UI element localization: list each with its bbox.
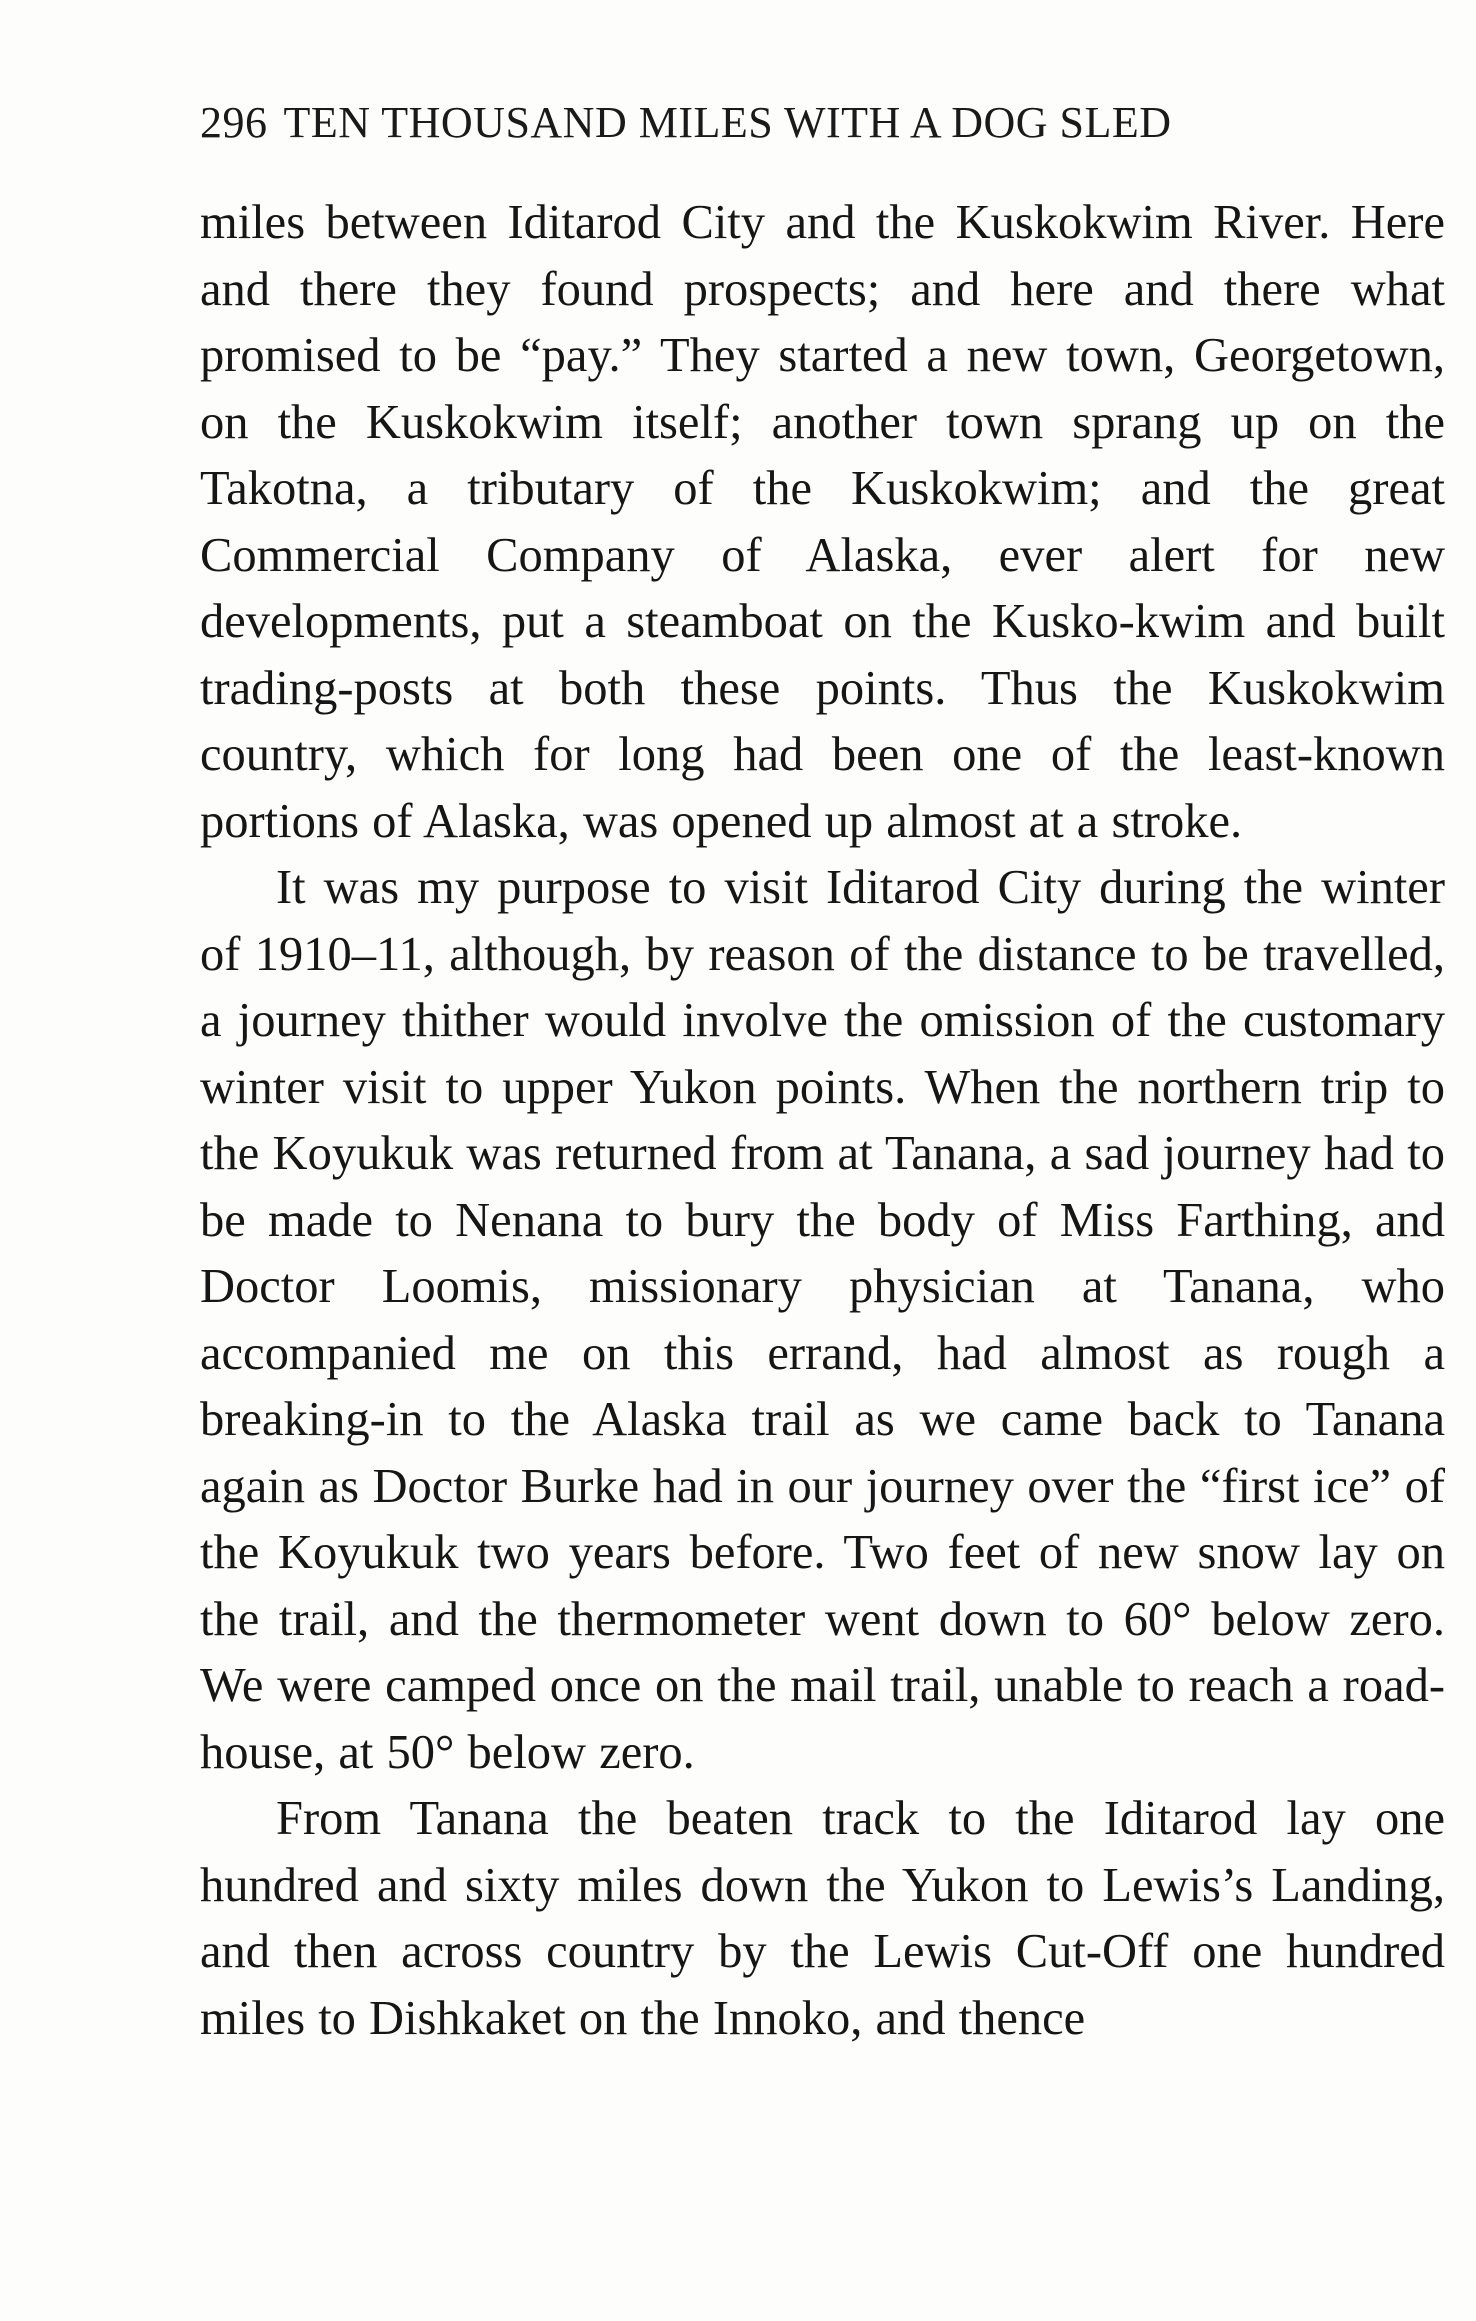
running-title: TEN THOUSAND MILES WITH A DOG SLED bbox=[283, 98, 1172, 147]
page-number: 296 bbox=[200, 98, 268, 147]
body-text bbox=[200, 190, 1445, 2052]
paragraph-3: From Tanana the beaten track to the Iditarod lay one hundred and sixty miles down the Yukon to Lewis’s Landing, and then across country by the Lewis Cut-Off one hundred miles to Dishkaket on the Innoko, and thence bbox=[200, 1792, 1445, 2045]
paragraph-2: It was my purpose to visit Iditarod City during the winter of 1910–11, although, by reason of the distance to be travelled, a journey thither would involve the omission of the customary winter visit to upper Yukon points. When the northern trip to the Koyukuk was returned from at Tanana, a sad journey had to be made to Nenana to bury the body of Miss Farthing, and Doctor Loomis, missionary physician at Tanana, who accompanied me on this errand, had almost as rough a breaking-in to the Alaska trail as we came back to Tanana again as Doctor Burke had in our journey over the “first ice” of the Koyukuk two years before. Two feet of new snow lay on the trail, and the thermometer went down to 60° below zero. We were camped once on the mail trail, unable to reach a road-house, at 50° below zero. bbox=[200, 861, 1445, 1779]
paragraph-1: miles between Iditarod City and the Kuskokwim River. Here and there they found prospects; and here and there what promised to be “pay.” They started a new town, Georgetown, on the Kuskokwim itself; another town sprang up on the Takotna, a tributary of the Kuskokwim; and the great Commercial Company of Alaska, ever alert for new developments, put a steamboat on the Kusko-kwim and built trading-posts at both these points. Thus the Kuskokwim country, which for long had been one of the least-known portions of Alaska, was opened up almost at a stroke. bbox=[200, 196, 1445, 848]
running-head bbox=[200, 98, 1405, 148]
